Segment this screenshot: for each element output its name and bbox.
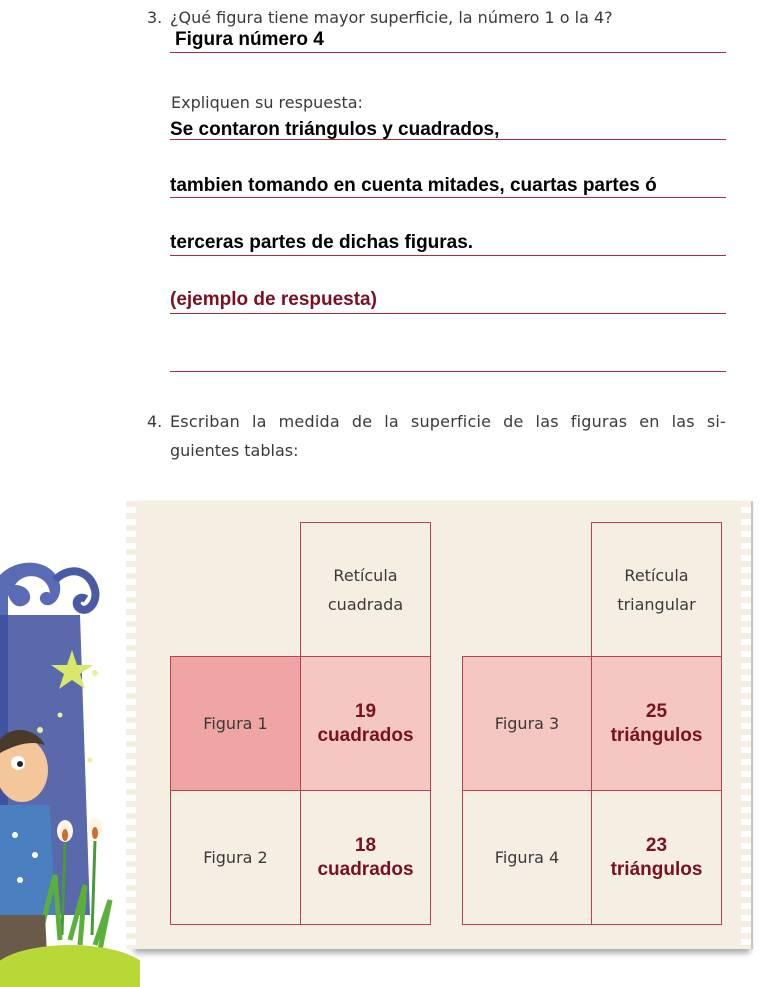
explanation-rule-5	[170, 371, 726, 372]
table-square-row-1-label	[170, 656, 301, 791]
question-4-text-line-1: Escriban la medida de la superficie de las figuras en las si-	[170, 412, 726, 431]
table-square-row-1-value[interactable]	[300, 656, 431, 791]
answer-line	[170, 52, 726, 53]
child-illustration	[0, 555, 140, 987]
figure-label: Figura 3	[494, 714, 560, 733]
table-square-row-2-value[interactable]	[300, 790, 431, 925]
value-number: 19	[354, 700, 377, 722]
table-square-header-line-2: cuadrada	[327, 594, 404, 614]
question-4-number: 4.	[147, 412, 163, 431]
explanation-rule-3	[170, 255, 726, 256]
table-triangle-row-2-label	[462, 790, 592, 925]
table-triangle-row-2-value[interactable]	[591, 790, 722, 925]
value-number: 25	[645, 700, 668, 722]
value-number: 23	[645, 834, 668, 856]
explanation-line-3[interactable]: terceras partes de dichas figuras.	[170, 232, 474, 253]
question-4-text-line-2: guientes tablas:	[170, 441, 299, 460]
explanation-rule-1	[170, 139, 726, 140]
table-square-row-2-label	[170, 790, 301, 925]
table-square-header-line-1: Retícula	[333, 565, 398, 585]
value-number: 18	[354, 834, 377, 856]
figure-label: Figura 4	[494, 848, 560, 867]
table-triangle-row-1-label	[462, 656, 592, 791]
figure-label: Figura 2	[203, 848, 268, 867]
explain-label: Expliquen su respuesta:	[171, 93, 363, 112]
table-triangle-row-1-value[interactable]	[591, 656, 722, 791]
explanation-rule-2	[170, 197, 726, 198]
value-unit: triángulos	[610, 724, 703, 746]
question-3-text: ¿Qué figura tiene mayor superficie, la número 1 o la 4?	[170, 8, 613, 27]
table-triangle-header-line-2: triangular	[617, 594, 696, 614]
question-3-answer[interactable]: Figura número 4	[175, 29, 324, 50]
question-3-number: 3.	[147, 8, 163, 27]
explanation-line-1[interactable]: Se contaron triángulos y cuadrados,	[170, 119, 500, 140]
explanation-line-4[interactable]: (ejemplo de respuesta)	[170, 289, 377, 310]
table-triangle-header	[591, 522, 722, 657]
table-triangle-header-line-1: Retícula	[624, 565, 689, 585]
value-unit: triángulos	[610, 858, 703, 880]
explanation-rule-4	[170, 313, 726, 314]
value-unit: cuadrados	[317, 858, 414, 880]
paper-edge-right	[741, 501, 753, 949]
table-square-header	[300, 522, 431, 657]
value-unit: cuadrados	[317, 724, 414, 746]
figure-label: Figura 1	[203, 714, 268, 733]
explanation-line-2[interactable]: tambien tomando en cuenta mitades, cuartas partes ó	[170, 175, 657, 196]
